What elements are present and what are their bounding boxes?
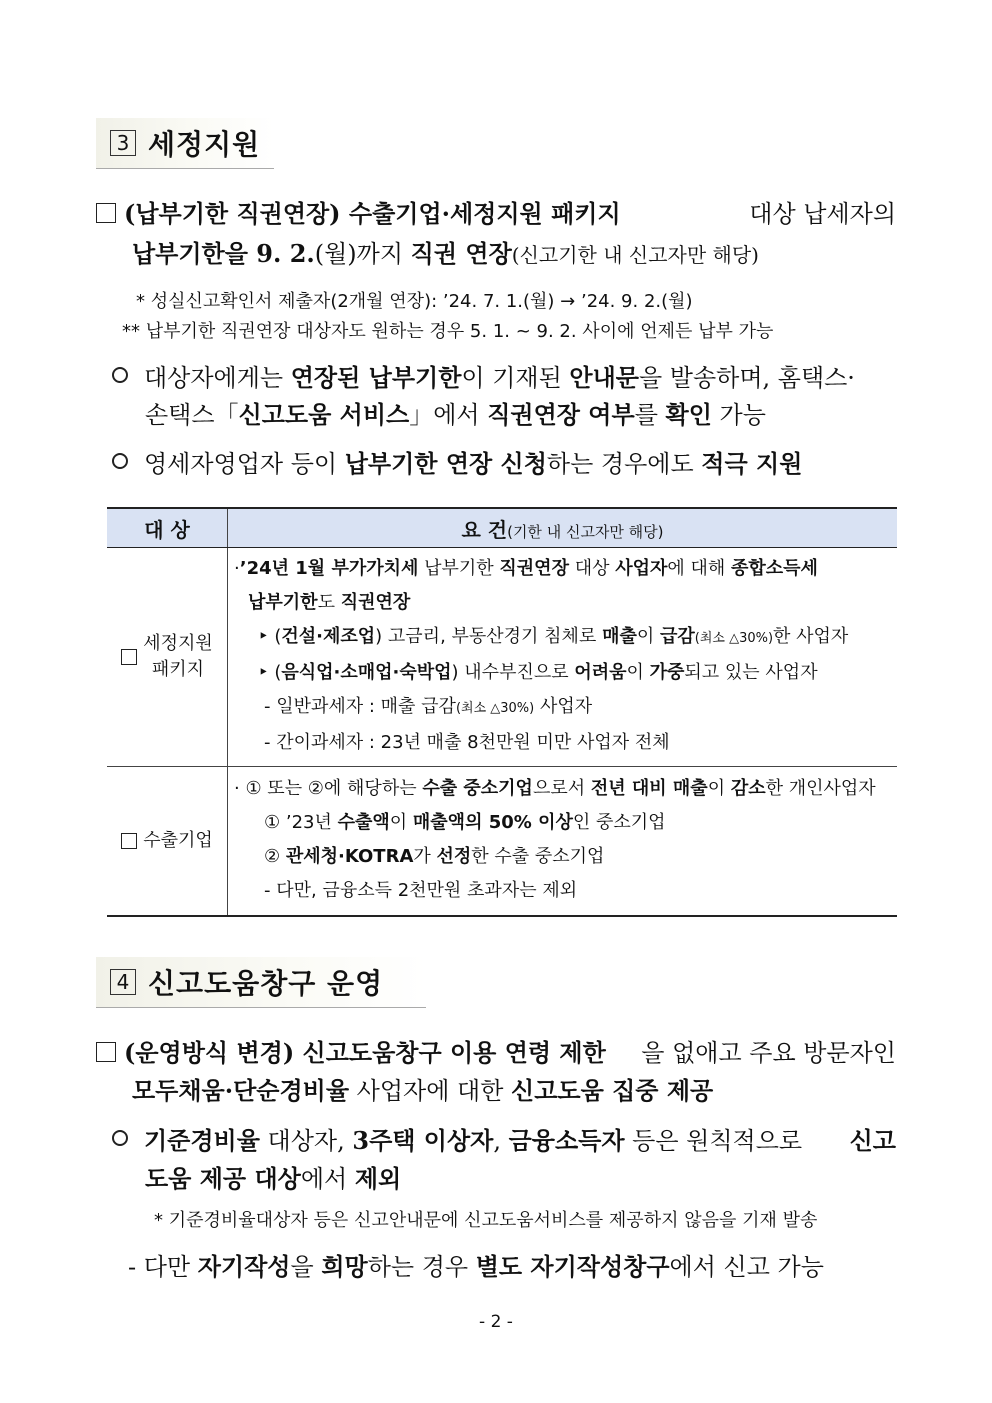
small-text: (최소 △30%) <box>694 631 774 646</box>
bold-text: 매출액의 50% 이상 <box>412 812 573 833</box>
list-item <box>234 772 891 806</box>
header-target: 대 상 <box>107 508 228 548</box>
text: 가 <box>413 846 437 867</box>
bold-text: 직권연장 여부 <box>487 400 635 429</box>
text: 영세자영업자 등이 <box>144 450 345 478</box>
header-requirements <box>228 508 898 548</box>
checkbox-square-icon <box>96 1042 116 1062</box>
row-label-cell <box>107 767 228 917</box>
text: 한 사업자 <box>773 626 849 647</box>
bold-text: 직권 연장 <box>410 239 512 268</box>
bullet-line <box>145 399 766 431</box>
bold-text: 급감 <box>659 626 695 647</box>
text: 한 개인사업자 <box>765 778 876 799</box>
bold-text: 연장된 납부기한 <box>290 363 462 392</box>
text: 등은 원칙적으로 <box>624 1127 803 1155</box>
text: 인 중소기업 <box>572 812 666 833</box>
checkbox-square-icon <box>121 649 137 665</box>
text: 을 발송하며, 홈택스· <box>638 364 855 392</box>
text: ② <box>264 846 286 867</box>
text: ) 내수부진으로 <box>451 662 575 683</box>
bold-text: 음식업·소매업·숙박업 <box>281 662 452 683</box>
bold-text: 수출액 <box>337 812 390 833</box>
row-label: 패키지 <box>151 659 205 680</box>
text: - 일반과세자 : 매출 급감 <box>264 696 456 717</box>
text: 납부기한 <box>418 558 500 579</box>
paragraph-line <box>96 1037 896 1069</box>
row-content-cell <box>228 548 898 767</box>
paragraph-line <box>96 198 896 230</box>
bold-text: 가중 <box>649 662 685 683</box>
text: 대상자, <box>259 1127 353 1155</box>
list-item <box>234 840 891 874</box>
bold-text: 납부기한을 <box>132 239 257 268</box>
circle-bullet-icon <box>112 1130 128 1146</box>
text: 이 <box>389 812 413 833</box>
small-text: (최소 △30%) <box>455 701 535 716</box>
text: ‣ ( <box>258 626 282 647</box>
bold-text: 건설·제조업 <box>281 626 376 647</box>
text: (월)까지 <box>314 240 411 268</box>
bold-text: 안내문 <box>569 363 639 392</box>
text: 이 기재된 <box>461 364 570 392</box>
text: 」에서 <box>409 401 488 429</box>
header-subtext: (기한 내 신고자만 해당) <box>507 522 664 541</box>
list-item <box>234 690 891 726</box>
text: 대상자에게는 <box>144 364 291 392</box>
bold-text: 모두채움·단순경비율 <box>132 1076 350 1105</box>
section-title: 신고도움창구 운영 <box>148 967 384 1000</box>
bold-text: 수출 중소기업 <box>422 778 533 799</box>
bold-text: 3주택 이상자 <box>352 1126 494 1155</box>
bullet-line <box>145 1163 401 1195</box>
bold-text: 납부기한 <box>248 592 318 613</box>
bold-text: 기준경비율 <box>144 1126 260 1155</box>
bold-text: 선정 <box>436 846 472 867</box>
section-number: 3 <box>110 130 136 156</box>
paragraph-line <box>132 1075 713 1107</box>
page-number: - 2 - <box>479 1312 513 1332</box>
text: 사업자 <box>534 696 593 717</box>
text: · ① 또는 ②에 해당하는 <box>234 778 423 799</box>
bullet-line <box>112 448 802 480</box>
footnote: * 기준경비율대상자 등은 신고안내문에 신고도움서비스를 제공하지 않음을 기재 발송 <box>154 1210 818 1231</box>
text: 되고 있는 사업자 <box>684 662 818 683</box>
text: 대상 <box>568 558 616 579</box>
bold-text: 감소 <box>730 778 766 799</box>
circle-bullet-icon <box>112 453 128 469</box>
row-label: 세정지원 <box>143 633 213 654</box>
bold-text: 확인 <box>665 400 712 429</box>
bold-text: 사업자 <box>615 558 668 579</box>
list-item: - 다만, 금융소득 2천만원 초과자는 제외 <box>264 880 578 901</box>
table-row <box>107 767 897 917</box>
text: 사업자에 대한 <box>349 1077 512 1105</box>
row-label-cell <box>107 548 228 767</box>
text: (신고기한 내 신고자만 해당) <box>511 243 759 267</box>
bold-text: 9. 2. <box>256 239 315 268</box>
footnote: ** 납부기한 직권연장 대상자도 원하는 경우 5. 1. ~ 9. 2. 사이에 언제든 납부 가능 <box>122 321 774 342</box>
dash-line <box>128 1251 824 1283</box>
requirements-table <box>107 507 897 917</box>
bold-text: ’24년 1월 부가가치세 <box>239 558 419 579</box>
text: 으로서 <box>532 778 591 799</box>
text: ) 고금리, 부동산경기 침체로 <box>375 626 603 647</box>
bullet-line <box>112 362 855 394</box>
bold-text: 납부기한 연장 신청 <box>344 449 547 478</box>
row-content-cell <box>228 767 898 917</box>
text: 가능 <box>711 401 766 429</box>
table-row <box>107 548 897 767</box>
table-header-row <box>107 508 897 548</box>
bold-text: 전년 대비 매출 <box>590 778 708 799</box>
header-text: 요 건 <box>461 517 508 542</box>
text: 이 <box>707 778 731 799</box>
paragraph-line <box>132 238 759 271</box>
bold-text: 매출 <box>602 626 637 647</box>
text: 이 <box>626 662 650 683</box>
section-title: 세정지원 <box>148 128 261 161</box>
bold-text: 적극 지원 <box>701 449 803 478</box>
bold-text: (운영방식 변경) 신고도움창구 이용 연령 제한 <box>124 1038 606 1067</box>
section-4-header <box>96 957 426 1008</box>
text: 을 없애고 주요 방문자인 <box>641 1039 896 1067</box>
bold-text: 어려움 <box>574 662 627 683</box>
bold-text: 희망 <box>321 1252 368 1281</box>
bold-text: 관세청·KOTRA <box>285 846 414 867</box>
list-item <box>234 586 891 620</box>
bold-text: 제외 <box>354 1164 402 1193</box>
section-3-header <box>96 118 274 169</box>
list-item <box>234 806 891 840</box>
list-item <box>234 552 891 586</box>
text: · <box>234 558 240 579</box>
text: 에 대해 <box>667 558 731 579</box>
bold-text: 도움 제공 대상 <box>145 1164 301 1193</box>
text: 한 수출 중소기업 <box>471 846 605 867</box>
text: 에서 신고 가능 <box>669 1253 824 1281</box>
text: 를 <box>634 401 666 429</box>
bold-text: 금융소득자 <box>508 1126 625 1155</box>
row-label: 수출기업 <box>143 830 213 851</box>
text: - 다만 <box>128 1253 198 1281</box>
text: 하는 경우에도 <box>546 450 702 478</box>
bullet-line <box>112 1125 896 1157</box>
bold-text: 직권연장 <box>340 592 411 613</box>
list-item <box>234 656 891 690</box>
text: 도 <box>317 592 341 613</box>
text: 이 <box>636 626 660 647</box>
bold-text: 신고 <box>849 1126 896 1155</box>
bold-text: 자기작성 <box>197 1252 291 1281</box>
bold-text: (납부기한 직권연장) 수출기업·세정지원 패키지 <box>124 199 621 228</box>
text: ① ’23년 <box>264 812 338 833</box>
text: 에서 <box>300 1165 355 1193</box>
text: 을 <box>290 1253 322 1281</box>
circle-bullet-icon <box>112 367 128 383</box>
bold-text: 신고도움 서비스 <box>238 400 410 429</box>
bold-text: 직권연장 <box>499 558 569 579</box>
footnote: * 성실신고확인서 제출자(2개월 연장): ’24. 7. 1.(월) → ’24. 9. 2.(월) <box>136 291 693 312</box>
text: 손택스「 <box>145 401 239 429</box>
section-number: 4 <box>110 969 136 995</box>
list-item: - 간이과세자 : 23년 매출 8천만원 미만 사업자 전체 <box>264 732 670 753</box>
text: 대상 납세자의 <box>749 200 896 228</box>
checkbox-square-icon <box>121 833 137 849</box>
text: 하는 경우 <box>367 1253 476 1281</box>
bold-text: 별도 자기작성창구 <box>475 1252 670 1281</box>
list-item <box>234 620 891 656</box>
bold-text: 신고도움 집중 제공 <box>511 1076 714 1105</box>
checkbox-square-icon <box>96 203 116 223</box>
text: , <box>493 1127 509 1155</box>
text: ‣ ( <box>258 662 282 683</box>
bold-text: 종합소득세 <box>730 558 818 579</box>
